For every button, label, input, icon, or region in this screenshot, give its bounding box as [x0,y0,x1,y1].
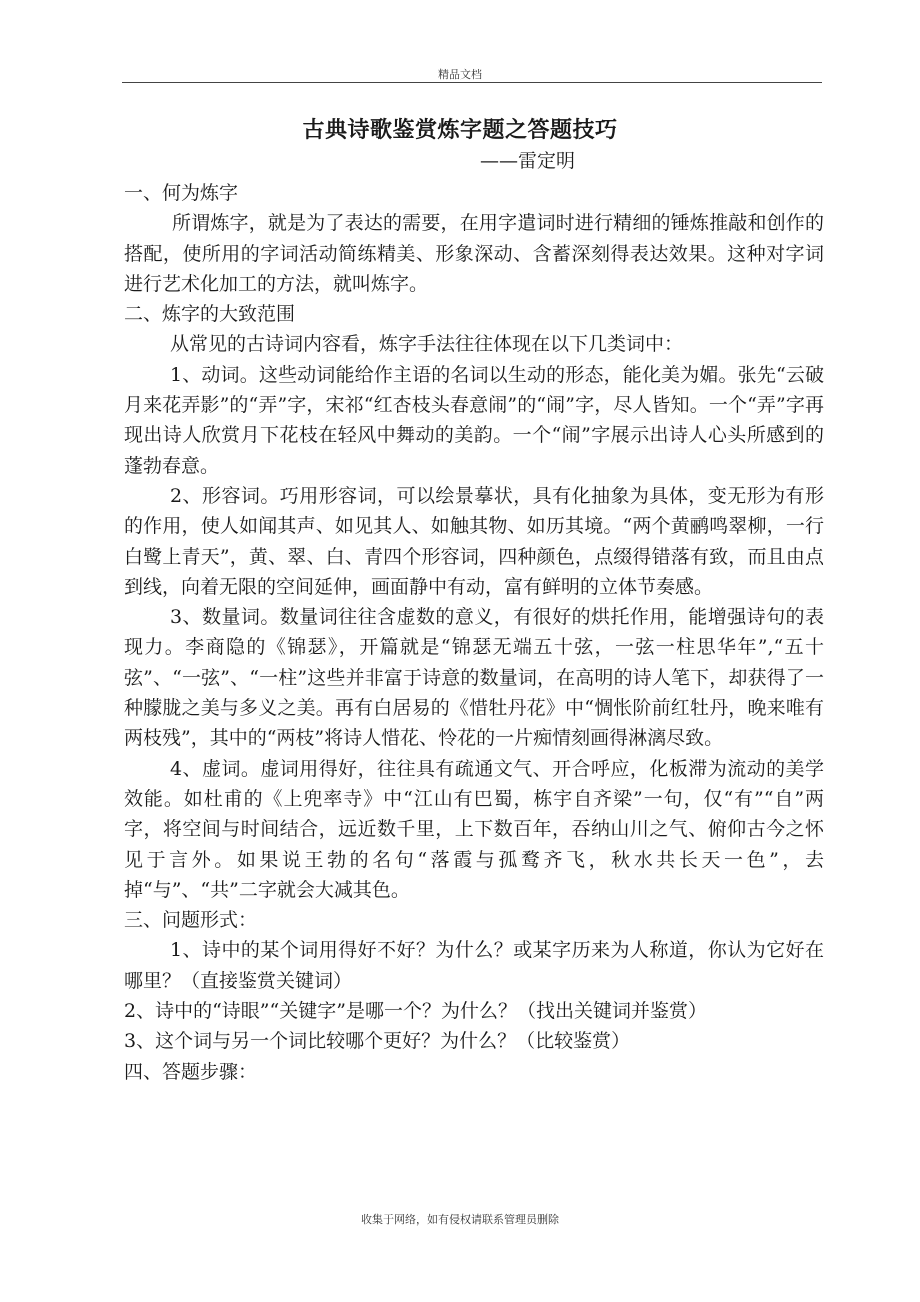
page-header: 精品文档 [438,68,482,81]
paragraph: 所谓炼字，就是为了表达的需要，在用字遣词时进行精细的锤炼推敲和创作的搭配，使所用的字词活动简练精美、形象深动、含蓄深刻得表达效果。这种对字词进行艺术化加工的方法，就叫炼字。 [124,212,824,295]
section-heading-3: 三、问题形式： [124,909,258,932]
paragraph: 3、数量词。数量词往往含虚数的意义，有很好的烘托作用，能增强诗句的表现力。李商隐的《锦瑟》，开篇就是“锦瑟无端五十弦，一弦一柱思华年”,“五十弦”、“一弦”、“一柱”这些并非富于诗意的数量词，在高明的诗人笔下，却获得了一种朦胧之美与多义之美。再有白居易的《惜牡丹花》中“惆怅阶前红牡丹，晚来唯有两枝残”，其中的“两枝”将诗人惜花、怜花的一片痴情刻画得淋漓尽致。 [124,606,824,750]
header-divider [122,82,822,83]
question-item: 3、这个词与另一个词比较哪个更好？为什么？（比较鉴赏） [124,1030,631,1053]
paragraph: 2、形容词。巧用形容词，可以绘景摹状，具有化抽象为具体，变无形为有形的作用，使人如闻其声、如见其人、如触其物、如历其境。“两个黄鹂鸣翠柳，一行白鹭上青天”，黄、翠、白、青四个形容词，四种颜色，点缀得错落有致，而且由点到线，向着无限的空间延伸，画面静中有动，富有鲜明的立体节奏感。 [124,484,824,598]
paragraph: 从常见的古诗词内容看，炼字手法往往体现在以下几类词中： [170,333,684,356]
section-heading-4: 四、答题步骤： [124,1060,258,1083]
question-item: 1、诗中的某个词用得好不好？为什么？或某字历来为人称道，你认为它好在哪里？（直接鉴赏关键词） [124,939,824,992]
section-heading-1: 一、何为炼字 [124,182,239,204]
document-body [124,178,824,1087]
page-footer: 收集于网络，如有侵权请联系管理员删除 [361,1213,559,1226]
document-author: ——雷定明 [480,150,576,172]
paragraph: 1、动词。这些动词能给作主语的名词以生动的形态，能化美为媚。张先“云破月来花弄影”的“弄”字，宋祁“红杏枝头春意闹”的“闹”字，尽人皆知。一个“弄”字再现出诗人欣赏月下花枝在轻风中舞动的美韵。一个“闹”字展示出诗人心头所感到的蓬勃春意。 [124,363,824,477]
question-item: 2、诗中的“诗眼”“关键字”是哪一个？为什么？（找出关键词并鉴赏） [124,1000,707,1023]
paragraph: 4、虚词。虚词用得好，往往具有疏通文气、开合呼应，化板滞为流动的美学效能。如杜甫的《上兜率寺》中“江山有巴蜀，栋宇自齐梁”一句，仅“有”“自”两字，将空间与时间结合，远近数千里，上下数百年，吞纳山川之气、俯仰古今之怀见于言外。如果说王勃的名句“落霞与孤鹜齐飞，秋水共长天一色”，去掉“与”、“共”二字就会大减其色。 [124,757,824,901]
section-heading-2: 二、炼字的大致范围 [124,303,296,326]
document-title: 古典诗歌鉴赏炼字题之答题技巧 [302,117,618,143]
